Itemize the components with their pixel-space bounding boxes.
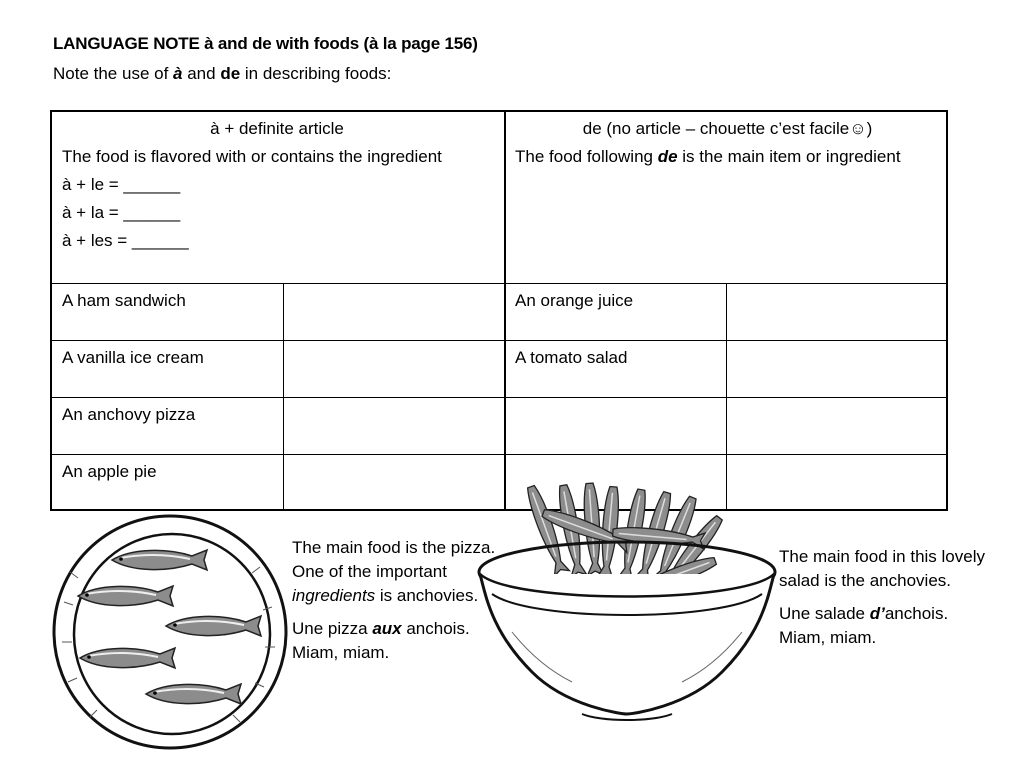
food-item: A ham sandwich [62, 291, 186, 310]
salad-caption [779, 545, 989, 659]
pizza-caption-line-2: Une pizza aux anchois. Miam, miam. [292, 619, 470, 662]
food-item: An orange juice [515, 291, 634, 310]
pizza-caption-line-1: The main food is the pizza. One of the important ingredients is anchovies. [292, 538, 496, 605]
right-header-cell [515, 117, 940, 169]
smiley-icon: ☺ [849, 119, 867, 138]
row-divider [52, 454, 946, 455]
intro-text: Note the use of à and de in describing foods: [53, 64, 392, 83]
food-item: A tomato salad [515, 348, 628, 367]
page-title: LANGUAGE NOTE à and de with foods (à la page 156) [53, 34, 478, 53]
salad-caption-line-1: The main food in this lovely salad is the anchovies. [779, 547, 985, 590]
center-divider [504, 112, 506, 509]
rule-line: à + les = ______ [62, 231, 189, 250]
pizza-caption [292, 536, 502, 674]
anchovy-salad-illustration [472, 482, 782, 727]
food-item: An apple pie [62, 462, 157, 481]
row-divider [52, 340, 946, 341]
row-divider [52, 397, 946, 398]
food-item: An anchovy pizza [62, 405, 196, 424]
anchovy-pizza-illustration [50, 512, 290, 752]
rule-line: à + le = ______ [62, 175, 181, 194]
left-header-cell [62, 117, 492, 253]
left-answer-divider [283, 283, 284, 509]
right-answer-divider [726, 283, 727, 509]
rule-line: à + la = ______ [62, 203, 181, 222]
food-item: A vanilla ice cream [62, 348, 204, 367]
left-header-title: à + definite article [210, 119, 344, 138]
foods-table [50, 110, 948, 511]
left-header-description: The food is flavored with or contains the ingredient [62, 147, 442, 166]
right-header-description: The food following de is the main item or ingredient [515, 147, 901, 166]
salad-caption-line-2: Une salade d’anchois. Miam, miam. [779, 604, 949, 647]
right-header-title: de (no article – chouette c’est facile☺) [582, 119, 873, 138]
row-divider [52, 283, 946, 284]
